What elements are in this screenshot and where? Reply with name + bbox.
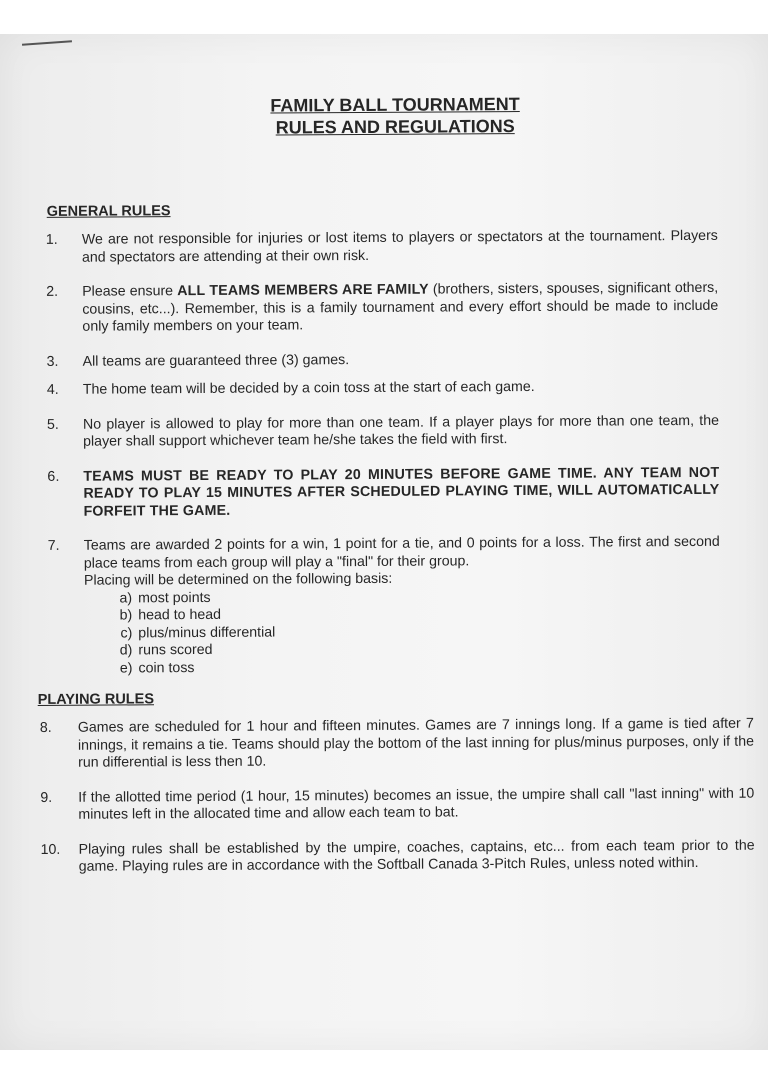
criteria-text: coin toss [138, 659, 195, 676]
rule-text: TEAMS MUST BE READY TO PLAY 20 MINUTES BEFORE GAME TIME. ANY TEAM NOT READY TO PLAY 15 MINUTES AFTER SCHEDULED PLAYING TIME, WILL AUTOMATICALLY FORFEIT THE GAME. [83, 464, 720, 520]
rule-number: 2. [46, 283, 59, 300]
criteria-text: runs scored [138, 641, 213, 659]
criteria-letter: b) [119, 607, 133, 624]
rule-text-2: Placing will be determined on the following basis: [83, 570, 393, 589]
general-rules-heading: GENERAL RULES [46, 203, 171, 220]
rule-2 [46, 279, 719, 336]
rule-number: 3. [46, 353, 59, 370]
criteria-text: head to head [138, 606, 222, 624]
rule-number: 10. [40, 841, 61, 858]
rule-number: 5. [46, 416, 59, 433]
playing-rules-heading: PLAYING RULES [37, 691, 155, 708]
rule-text-before: Please ensure [82, 283, 178, 300]
title-line-1: FAMILY BALL TOURNAMENT [270, 94, 520, 116]
rule-text: Games are scheduled for 1 hour and fifteen minutes. Games are 7 innings long. If a game is tied after 7 innings, it remains a tie. Teams should play the bottom of the last inning for plus/minus purposes, only if the run differential is less then 10. [77, 715, 755, 771]
criteria-item [110, 656, 720, 677]
rule-text-after: (brothers, sisters, spouses, significant others, cousins, etc...). Remember, this is a family tournament and every effort should be made to include only family members on your team. [82, 279, 719, 335]
criteria-letter: c) [120, 624, 133, 641]
criteria-letter: a) [119, 589, 133, 606]
criteria-text: plus/minus differential [138, 624, 276, 641]
title-line-2: RULES AND REGULATIONS [275, 116, 515, 138]
document-content [34, 92, 755, 877]
rule-text: If the allotted time period (1 hour, 15 minutes) becomes an issue, the umpire shall call "last inning" with 10 minutes left in the allocated time and allow each team to bat. [78, 785, 755, 823]
document-title [44, 92, 746, 140]
rule-3 [46, 349, 719, 370]
rule-text: Playing rules shall be established by the umpire, coaches, captains, etc... from each team prior to the game. Playing rules are in accordance with the Softball Canada 3-Pitch Rules, unless noted within. [78, 837, 755, 875]
rule-text: The home team will be decided by a coin toss at the start of each game. [82, 378, 535, 398]
general-rules-list [45, 227, 721, 678]
rule-number: 4. [46, 381, 59, 398]
criteria-letter: e) [119, 659, 133, 676]
rule-number: 6. [47, 468, 60, 485]
rule-8 [39, 715, 755, 773]
rule-number: 7. [47, 537, 60, 554]
rule-10 [40, 837, 755, 876]
playing-rules-list [39, 715, 755, 877]
document-page [0, 34, 768, 1050]
rule-text: Teams are awarded 2 points for a win, 1 point for a tie, and 0 points for a loss. The first and second place teams from each group will play a "final" for their group. [83, 533, 720, 572]
rule-number: 8. [39, 719, 52, 736]
rule-text-bold: ALL TEAMS MEMBERS ARE FAMILY [177, 281, 429, 300]
rule-5 [46, 412, 720, 451]
rule-text: We are not responsible for injuries or lost items to players or spectators at the tournament. Players and spectators are attending at their own risk. [81, 227, 718, 266]
rule-number: 9. [40, 789, 53, 806]
pen-mark [22, 40, 72, 45]
criteria-letter: d) [119, 642, 133, 659]
rule-number: 1. [45, 231, 58, 248]
rule-text: No player is allowed to play for more than one team. If a player plays for more than one team, the player shall support whichever team he/she takes the field with first. [82, 412, 720, 450]
rule-4 [46, 378, 719, 399]
rule-6 [47, 464, 720, 520]
rule-9 [40, 785, 755, 824]
placing-criteria-list [84, 586, 721, 677]
rule-7 [47, 533, 721, 678]
rule-1 [45, 227, 718, 267]
criteria-text: most points [138, 589, 211, 606]
rule-text: All teams are guaranteed three (3) games. [82, 351, 350, 370]
